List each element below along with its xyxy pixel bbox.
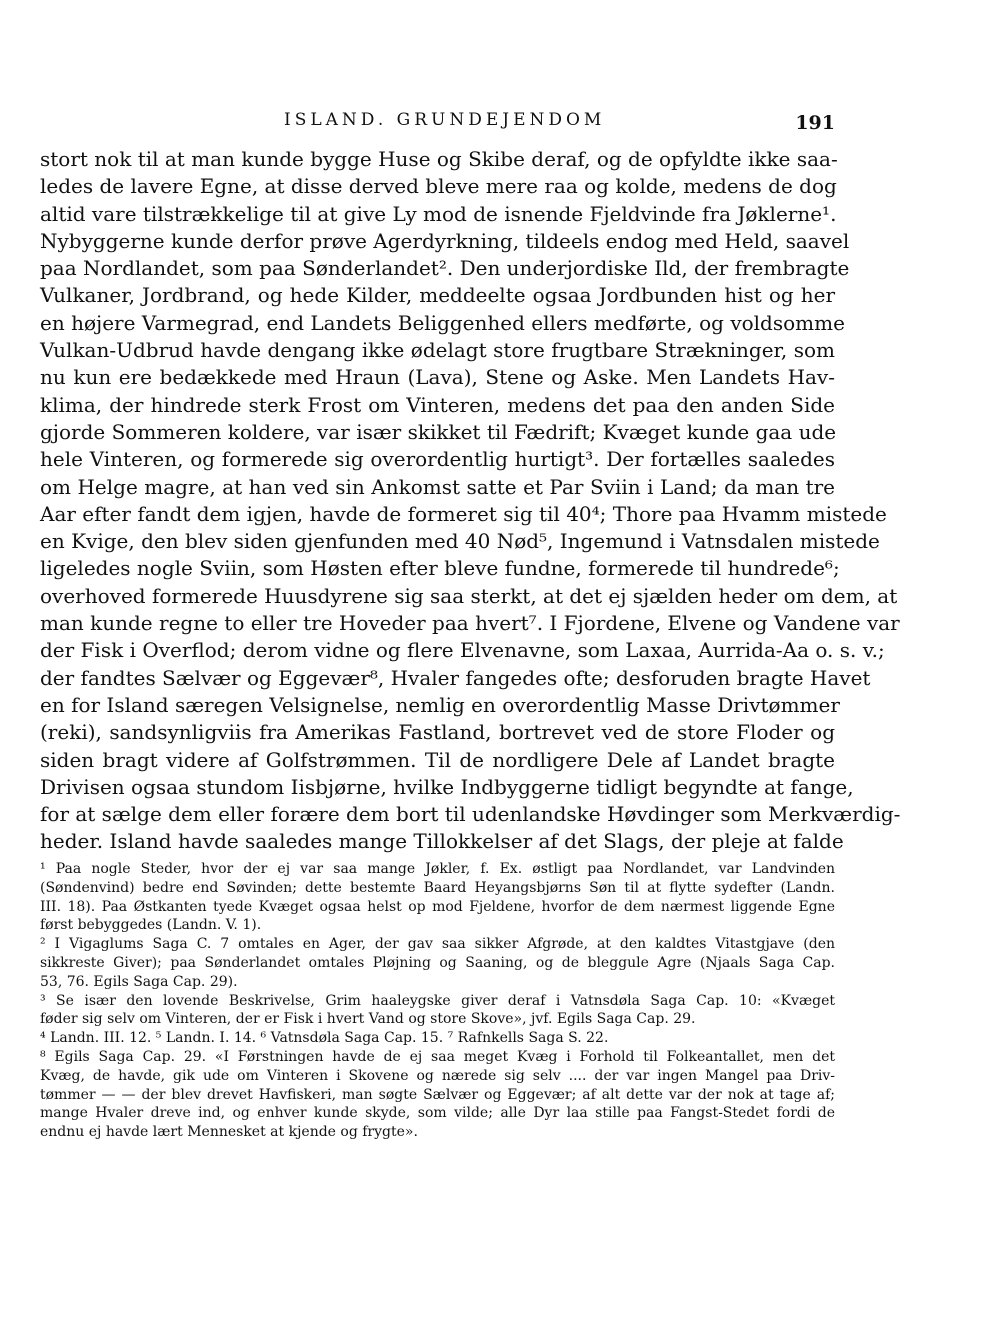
text-line: klima, der hindrede sterk Frost om Vinteren, medens det paa den anden Side [40,392,835,417]
footnote-line: ² I Vigaglums Saga C. 7 omtales en Ager, der gav saa sikker Afgrøde, at den kaldtes Vitastgjave (den [40,936,835,953]
text-line: en for Island særegen Velsignelse, nemlig en overordentlig Masse Drivtømmer [40,692,840,717]
footnote-line: sikkreste Giver); paa Sønderlandet omtales Pløjning og Saaning, og de bleggule Agre (Njaals Saga Cap. [40,954,835,971]
footnote-line: ³ Se især den lovende Beskrivelse, Grim haaleygske giver deraf i Vatnsdøla Saga Cap. 10: «Kvæget [40,992,835,1009]
text-line: altid vare tilstrækkelige til at give Ly mod de isnende Fjeldvinde fra Jøklerne¹. [40,201,837,226]
footnote-line: føder sig selv om Vinteren, der er Fisk i hvert Vand og store Skove», jvf. Egils Saga Cap. 29. [40,1011,696,1028]
footnote-line: ¹ Paa nogle Steder, hvor der ej var saa mange Jøkler, f. Ex. østligt paa Nordlandet, var Landvinden [40,861,835,877]
text-line: heder. Island havde saaledes mange Tillokkelser af det Slags, der pleje at falde [40,829,844,854]
text-line: Vulkaner, Jordbrand, og hede Kilder, meddeelte ogsaa Jordbunden hist og her [40,283,835,308]
text-line: Drivisen ogsaa stundom Iisbjørne, hvilke Indbyggerne tidligt begyndte at fange, [40,774,854,799]
footnote-line: først bebyggedes (Landn. V. 1). [40,917,262,934]
footnote-line: endnu ej havde lært Mennesket at kjende og frygte». [40,1124,418,1141]
footnote-line: Kvæg, de havde, gik ude om Vinteren i Skovene og nærede sig selv .... der var ingen Mangel paa Driv- [40,1067,835,1084]
text-line: der fandtes Sælvær og Eggevær⁸, Hvaler fangedes ofte; desforuden bragte Havet [40,665,871,690]
text-line: der Fisk i Overflod; derom vidne og flere Elvenavne, som Laxaa, Aurrida-Aa o. s. v.; [40,638,885,663]
text-line: overhoved formerede Huusdyrene sig saa sterkt, at det ej sjælden heder om dem, at [40,583,898,608]
text-line: en Kvige, den blev siden gjenfunden med 40 Nød⁵, Ingemund i Vatnsdalen mistede [40,529,880,554]
page-header [40,110,835,136]
text-line: Vulkan-Udbrud havde dengang ikke ødelagt store frugtbare Strækninger, som [40,338,835,363]
footnote-line: (Søndenvind) bedre end Søvinden; dette bestemte Baard Heyangsbjørns Søn til at flytte sydefter (Landn. [40,879,835,896]
text-line: om Helge magre, at han ved sin Ankomst satte et Par Sviin i Land; da man tre [40,474,835,499]
footnote-line: mange Hvaler dreve ind, og enhver kunde skyde, som vilde; alle Dyr laa stille paa Fangst-Stedet fordi de [40,1105,835,1122]
text-line: ligeledes nogle Sviin, som Høsten efter bleve fundne, formerede til hundrede⁶; [40,556,840,581]
text-line: siden bragt videre af Golfstrømmen. Til de nordligere Dele af Landet bragte [40,747,835,772]
main-text [40,146,901,856]
page-number: 191 [795,112,835,134]
text-line: en højere Varmegrad, end Landets Beliggenhed ellers medførte, og voldsomme [40,310,845,335]
text-line: for at sælge dem eller forære dem bort til udenlandske Høvdinger som Merkværdig- [40,802,901,827]
footnote-line: ⁴ Landn. III. 12. ⁵ Landn. I. 14. ⁶ Vatnsdøla Saga Cap. 15. ⁷ Rafnkells Saga S. 22. [40,1030,609,1047]
footnote-line: III. 18). Paa Østkanten tyede Kvæget ogsaa helst op mod Fjeldene, hvorfor de dem nærmest liggende Egne [40,898,835,915]
text-line: Nybyggerne kunde derfor prøve Agerdyrkning, tildeels endog med Held, saavel [40,228,850,253]
footnote-line: tømmer — — der blev drevet Havfiskeri, man søgte Sælvær og Eggevær; af alt dette var der nok at tage af; [40,1086,835,1103]
footnote-line: 53, 76. Egils Saga Cap. 29). [40,973,238,990]
text-line: paa Nordlandet, som paa Sønderlandet². Den underjordiske Ild, der frembragte [40,256,850,281]
text-line: gjorde Sommeren koldere, var især skikket til Fædrift; Kvæget kunde gaa ude [40,419,837,444]
text-line: man kunde regne to eller tre Hoveder paa hvert⁷. I Fjordene, Elvene og Vandene var [40,611,900,636]
text-line: Aar efter fandt dem igjen, havde de formeret sig til 40⁴; Thore paa Hvamm mistede [40,501,887,526]
text-line: stort nok til at man kunde bygge Huse og Skibe deraf, og de opfyldte ikke saa- [40,147,838,171]
text-line: ledes de lavere Egne, at disse derved bleve mere raa og kolde, medens de dog [40,174,837,199]
text-line: (reki), sandsynligviis fra Amerikas Fastland, bortrevet ved de store Floder og [40,720,835,745]
running-title: ISLAND. GRUNDEJENDOM [284,110,606,130]
text-line: hele Vinteren, og formerede sig overordentlig hurtigt³. Der fortælles saaledes [40,447,835,472]
footnote-line: ⁸ Egils Saga Cap. 29. «I Førstningen havde de ej saa meget Kvæg i Forhold til Folkeantallet, men det [40,1048,835,1065]
text-line: nu kun ere bedækkede med Hraun (Lava), Stene og Aske. Men Landets Hav- [40,365,835,390]
footnotes [40,860,835,1142]
